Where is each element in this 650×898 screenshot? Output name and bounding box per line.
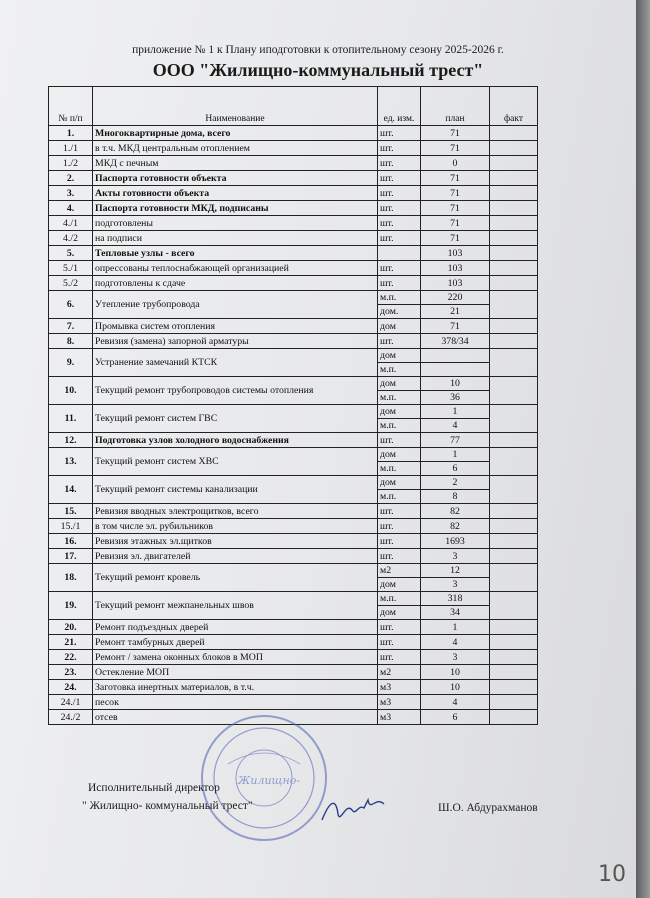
table-row [49,519,538,534]
row-unit: м.п. [378,490,421,504]
row-number: 16. [49,534,93,549]
row-fact [490,261,538,276]
row-unit: шт. [378,635,421,650]
page-number: 10 [598,862,626,887]
row-unit: м.п. [378,363,421,377]
row-unit: м3 [378,710,421,725]
row-number: 21. [49,635,93,650]
row-fact [490,549,538,564]
row-name: Заготовка инертных материалов, в т.ч. [93,680,378,695]
row-plan: 10 [421,377,490,391]
row-unit: м3 [378,680,421,695]
row-fact [490,534,538,549]
row-number: 23. [49,665,93,680]
row-unit: шт. [378,519,421,534]
plan-table [48,86,538,725]
organization-title: ООО "Жилищно-коммунальный трест" [152,60,484,80]
row-name: Текущий ремонт межпанельных швов [93,592,378,620]
table-row [49,695,538,710]
organization-stamp [198,712,330,844]
signer-organization: " Жилищно- коммунальный трест" [82,800,253,812]
table-row [49,620,538,635]
row-number: 15./1 [49,519,93,534]
table-row [49,377,538,391]
table-row [49,504,538,519]
row-name: Устранение замечаний КТСК [93,349,378,377]
row-unit: шт. [378,141,421,156]
row-fact [490,156,538,171]
row-plan: 103 [421,261,490,276]
row-name: МКД с печным [93,156,378,171]
row-name: Текущий ремонт системы канализации [93,476,378,504]
row-number: 15. [49,504,93,519]
row-number: 24./2 [49,710,93,725]
row-name: Ремонт подъездных дверей [93,620,378,635]
row-plan: 378/34 [421,334,490,349]
row-unit: шт. [378,261,421,276]
row-number: 19. [49,592,93,620]
row-number: 4./2 [49,231,93,246]
row-fact [490,564,538,592]
row-plan: 34 [421,606,490,620]
table-body [49,126,538,725]
row-number: 4./1 [49,216,93,231]
row-unit: дом [378,349,421,363]
table-row [49,665,538,680]
row-unit: м.п. [378,419,421,433]
row-number: 11. [49,405,93,433]
row-number: 20. [49,620,93,635]
row-name: Подготовка узлов холодного водоснабжения [93,433,378,448]
row-fact [490,201,538,216]
row-plan: 6 [421,710,490,725]
background-edge [636,0,650,898]
row-fact [490,319,538,334]
table-row [49,564,538,578]
row-number: 5./2 [49,276,93,291]
table-row [49,319,538,334]
row-plan: 1 [421,405,490,419]
row-number: 24./1 [49,695,93,710]
table-row [49,246,538,261]
row-unit: шт. [378,433,421,448]
row-number: 14. [49,476,93,504]
row-name: Многоквартирные дома, всего [93,126,378,141]
row-name: в том числе эл. рубильников [93,519,378,534]
row-number: 5./1 [49,261,93,276]
row-fact [490,504,538,519]
table-row [49,201,538,216]
row-fact [490,216,538,231]
signer-position: Исполнительный директор [88,782,220,794]
row-number: 1. [49,126,93,141]
row-plan: 4 [421,635,490,650]
signature [318,790,388,830]
row-plan: 82 [421,519,490,534]
row-fact [490,186,538,201]
row-unit: м.п. [378,291,421,305]
row-unit: шт. [378,231,421,246]
row-unit: дом [378,319,421,334]
row-name: Остекление МОП [93,665,378,680]
row-plan: 71 [421,201,490,216]
row-name: Ревизия (замена) запорной арматуры [93,334,378,349]
row-fact [490,635,538,650]
row-plan: 8 [421,490,490,504]
row-plan: 0 [421,156,490,171]
row-name: Промывка систем отопления [93,319,378,334]
row-name: Паспорта готовности МКД, подписаны [93,201,378,216]
row-fact [490,291,538,319]
row-plan: 3 [421,578,490,592]
row-unit: шт. [378,201,421,216]
row-number: 17. [49,549,93,564]
row-number: 1./2 [49,156,93,171]
row-name: Ремонт тамбурных дверей [93,635,378,650]
table-row [49,216,538,231]
table-row [49,126,538,141]
table-row [49,433,538,448]
row-fact [490,592,538,620]
row-unit: шт. [378,549,421,564]
row-fact [490,433,538,448]
row-unit: шт. [378,126,421,141]
table-row [49,171,538,186]
table-row [49,549,538,564]
row-unit: шт. [378,334,421,349]
row-fact [490,405,538,433]
row-name: подготовлены к сдаче [93,276,378,291]
row-name: отсев [93,710,378,725]
table-row [49,276,538,291]
row-plan: 1 [421,448,490,462]
row-plan: 71 [421,141,490,156]
row-unit: дом [378,377,421,391]
row-plan: 71 [421,126,490,141]
row-unit: шт. [378,534,421,549]
table-row [49,680,538,695]
row-unit: дом [378,405,421,419]
table-row [49,261,538,276]
row-plan: 1 [421,620,490,635]
row-plan: 4 [421,419,490,433]
row-name: Тепловые узлы - всего [93,246,378,261]
row-name: Ревизия эл. двигателей [93,549,378,564]
row-fact [490,519,538,534]
row-plan: 4 [421,695,490,710]
column-header-fact: факт [490,87,538,126]
row-number: 13. [49,448,93,476]
row-number: 7. [49,319,93,334]
row-plan: 77 [421,433,490,448]
table-row [49,405,538,419]
row-fact [490,665,538,680]
row-fact [490,680,538,695]
table-row [49,334,538,349]
row-unit: шт. [378,216,421,231]
row-name: Ревизия вводных электрощитков, всего [93,504,378,519]
row-unit: м3 [378,695,421,710]
table-row [49,448,538,462]
row-fact [490,710,538,725]
row-number: 12. [49,433,93,448]
table-row [49,291,538,305]
row-plan: 6 [421,462,490,476]
row-plan: 318 [421,592,490,606]
row-number: 2. [49,171,93,186]
table-row [49,349,538,363]
table-row [49,231,538,246]
row-plan: 21 [421,305,490,319]
row-unit: дом [378,606,421,620]
row-plan: 71 [421,231,490,246]
row-unit [378,246,421,261]
table-row [49,186,538,201]
row-fact [490,126,538,141]
row-fact [490,377,538,405]
row-unit: шт. [378,276,421,291]
row-unit: шт. [378,171,421,186]
row-number: 24. [49,680,93,695]
row-plan: 10 [421,665,490,680]
row-number: 6. [49,291,93,319]
row-plan [421,363,490,377]
row-unit: шт. [378,650,421,665]
row-name: Текущий ремонт трубопроводов системы отопления [93,377,378,405]
signer-name: Ш.О. Абдурахманов [438,802,538,814]
row-number: 9. [49,349,93,377]
table-row [49,650,538,665]
row-name: песок [93,695,378,710]
row-unit: м.п. [378,462,421,476]
row-unit: шт. [378,156,421,171]
row-unit: м2 [378,564,421,578]
row-name: Паспорта готовности объекта [93,171,378,186]
row-name: Текущий ремонт систем ГВС [93,405,378,433]
row-plan: 71 [421,216,490,231]
appendix-note: приложение № 1 к Плану иподготовки к отопительному сезону 2025-2026 г. [132,44,504,56]
row-plan: 71 [421,171,490,186]
row-number: 5. [49,246,93,261]
table-row [49,156,538,171]
row-fact [490,141,538,156]
row-name: опрессованы теплоснабжающей организацией [93,261,378,276]
row-unit: дом [378,578,421,592]
row-plan: 82 [421,504,490,519]
row-unit: дом [378,476,421,490]
table-row [49,635,538,650]
row-name: Текущий ремонт кровель [93,564,378,592]
row-unit: м2 [378,665,421,680]
column-header-name: Наименование [93,87,378,126]
row-number: 22. [49,650,93,665]
row-number: 10. [49,377,93,405]
row-fact [490,276,538,291]
table-row [49,141,538,156]
row-fact [490,246,538,261]
row-unit: дом. [378,305,421,319]
row-fact [490,334,538,349]
row-fact [490,695,538,710]
row-plan: 103 [421,276,490,291]
row-number: 1./1 [49,141,93,156]
row-plan: 220 [421,291,490,305]
row-fact [490,231,538,246]
column-header-num: № п/п [49,87,93,126]
row-number: 4. [49,201,93,216]
row-plan: 3 [421,549,490,564]
row-fact [490,620,538,635]
column-header-unit: ед. изм. [378,87,421,126]
row-name: на подписи [93,231,378,246]
row-plan: 71 [421,186,490,201]
row-fact [490,448,538,476]
column-header-plan: план [421,87,490,126]
row-unit: дом [378,448,421,462]
row-plan: 2 [421,476,490,490]
row-fact [490,349,538,377]
row-name: в т.ч. МКД центральным отоплением [93,141,378,156]
row-unit: шт. [378,620,421,635]
row-unit: м.п. [378,592,421,606]
row-plan [421,349,490,363]
row-number: 18. [49,564,93,592]
row-plan: 1693 [421,534,490,549]
row-name: Ремонт / замена оконных блоков в МОП [93,650,378,665]
row-fact [490,476,538,504]
row-name: Ревизия этажных эл.щитков [93,534,378,549]
svg-text:Жилищно-: Жилищно- [238,774,301,787]
row-plan: 12 [421,564,490,578]
row-name: Текущий ремонт систем ХВС [93,448,378,476]
row-plan: 103 [421,246,490,261]
table-row [49,476,538,490]
row-plan: 36 [421,391,490,405]
row-number: 8. [49,334,93,349]
row-plan: 71 [421,319,490,334]
table-row [49,534,538,549]
row-unit: м.п. [378,391,421,405]
row-fact [490,650,538,665]
table-header-row [49,87,538,126]
row-plan: 10 [421,680,490,695]
row-plan: 3 [421,650,490,665]
row-number: 3. [49,186,93,201]
row-unit: шт. [378,186,421,201]
row-name: подготовлены [93,216,378,231]
row-unit: шт. [378,504,421,519]
row-name: Акты готовности объекта [93,186,378,201]
table-row [49,592,538,606]
row-name: Утепление трубопровода [93,291,378,319]
row-fact [490,171,538,186]
